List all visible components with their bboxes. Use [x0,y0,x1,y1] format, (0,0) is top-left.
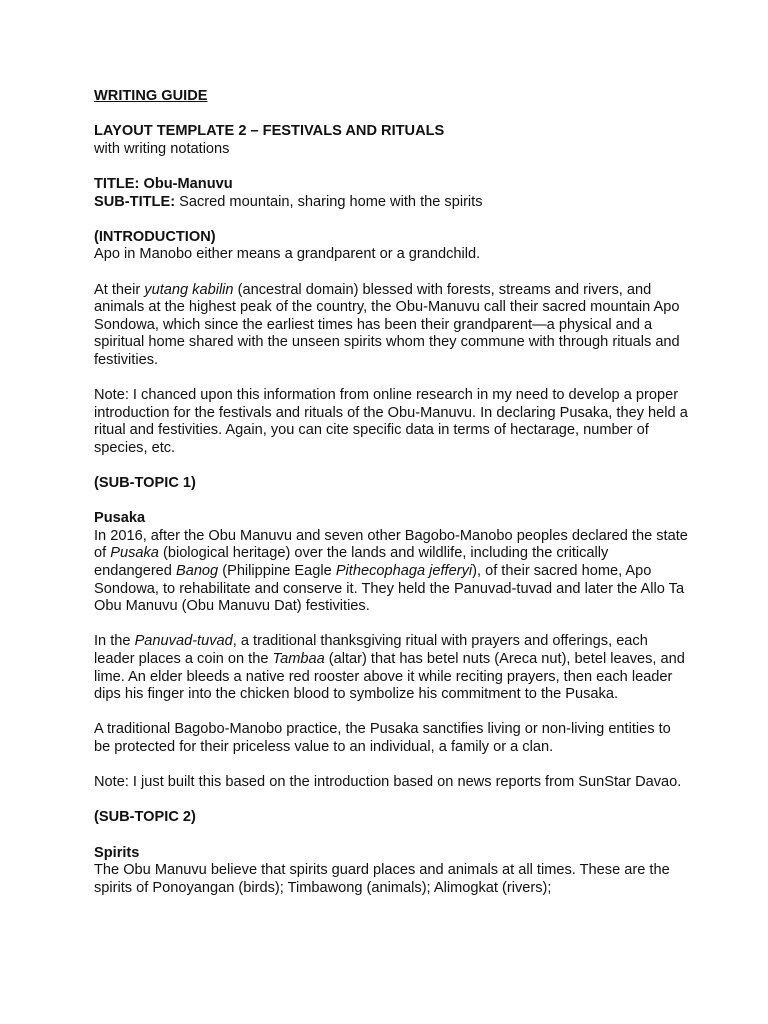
text-run: In 2016, after the Obu Manuvu and seven other Bagobo-Manobo peoples declared the state of [94,527,688,562]
template-note: with writing notations [94,140,230,157]
italic-term: Panuvad-tuvad [134,633,233,650]
subtopic-1-title: Pusaka [94,510,146,527]
text-run: (Philippine Eagle [218,563,336,580]
subtopic-1-heading: (SUB-TOPIC 1) [94,475,196,492]
text-run: , a traditional thanksgiving ritual with prayers and offerings, each leader places a coin on the [94,633,648,667]
subtopic-1-note: Note: I just built this based on the introduction based on news reports from SunStar Davao. [94,774,682,791]
title-line [94,176,688,194]
subtopic-2-heading: (SUB-TOPIC 2) [94,809,196,826]
text-run: ), of their sacred home, Apo Sondowa, to rehabilitate and conserve it. They held the Panuvad-tuvad and later the Allo Ta Obu Manuvu (Obu Manuvu Dat) festivities. [94,563,685,615]
intro-heading: (INTRODUCTION) [94,228,216,245]
italic-term: Banog [175,563,219,580]
text-run: (biological heritage) over the lands and wildlife, including the critically endangered [94,545,609,580]
italic-term: yutang kabilin [144,281,234,298]
subtitle-value: Sacred mountain, sharing home with the spirits [179,193,483,210]
title-value: Obu-Manuvu [143,175,233,192]
subtitle-line [94,194,688,212]
subtopic-1-paragraph-1 [94,528,688,616]
italic-term: Tambaa [272,651,325,667]
italic-term: Pusaka [110,545,159,562]
template-title: LAYOUT TEMPLATE 2 – FESTIVALS AND RITUALS [94,123,445,140]
subtopic-1-paragraph-3: A traditional Bagobo-Manobo practice, the Pusaka sanctifies living or non-living entities to be protected for their priceless value to an individual, a family or a clan. [94,721,671,755]
subtopic-1-paragraph-2 [94,633,688,703]
title-label: TITLE: [94,175,140,192]
text-run: (ancestral domain) blessed with forests, streams and rivers, and animals at the highest peak of the country, the Obu-Manuvu call their sacred mountain Apo Sondowa, which since the earliest times has been their grandparent—a physical and a spiritual home shared with the unseen spirits whom they commune with through rituals and festivities. [94,281,680,368]
subtitle-label: SUB-TITLE: [94,193,176,210]
text-run: In the [94,633,135,650]
italic-term: Pithecophaga jefferyi [335,563,473,580]
intro-paragraph-1: Apo in Manobo either means a grandparent or a grandchild. [94,246,481,263]
document-heading: WRITING GUIDE [94,88,208,104]
text-run: At their [94,281,145,298]
text-run: (altar) that has betel nuts (Areca nut), betel leaves, and lime. An elder bleeds a native red rooster above it while reciting prayers, then each leader dips his finger into the chicken blood to symbolize his commitment to the Pusaka. [94,651,685,703]
subtopic-2-title: Spirits [94,844,140,861]
intro-paragraph-2 [94,282,688,370]
subtopic-2-paragraph-1: The Obu Manuvu believe that spirits guard places and animals at all times. These are the spirits of Ponoyangan (birds); Timbawong (animals); Alimogkat (rivers); [94,862,670,896]
intro-note: Note: I chanced upon this information from online research in my need to develop a proper introduction for the festivals and rituals of the Obu-Manuvu. In declaring Pusaka, they held a ritual and festivities. Again, you can cite specific data in terms of hectarage, number of species, etc. [94,387,688,456]
